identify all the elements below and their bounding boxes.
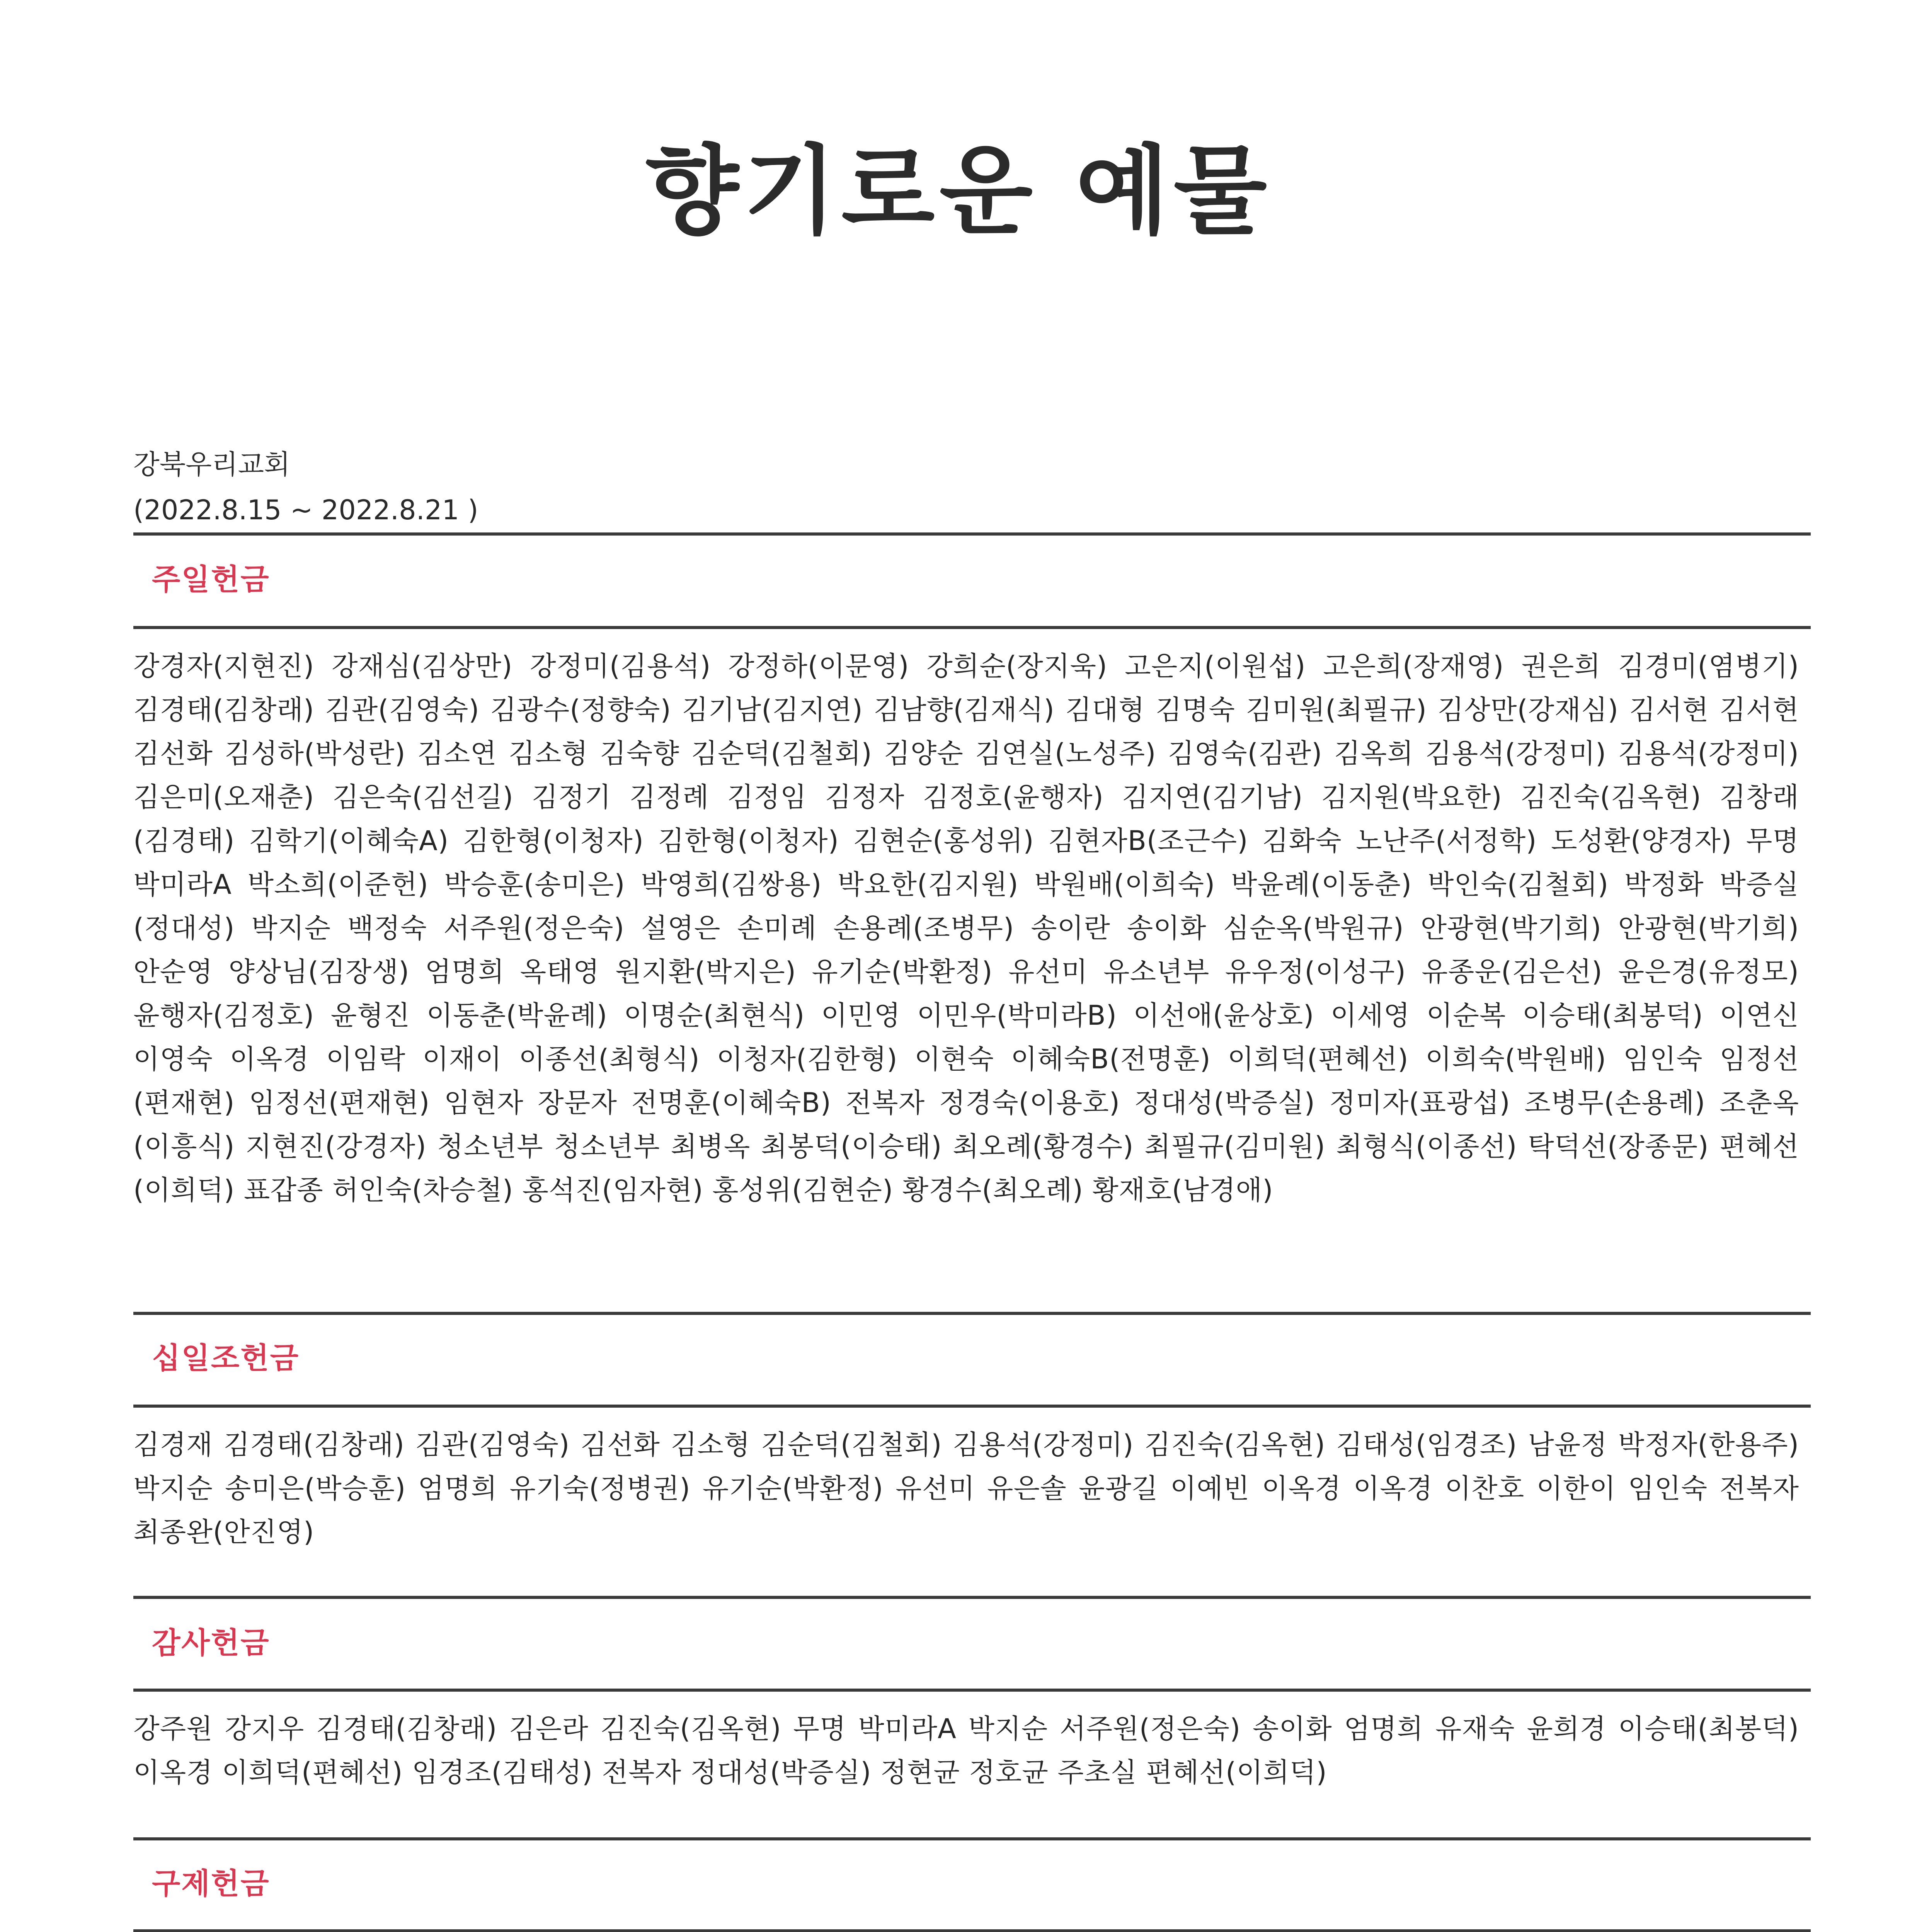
section-divider [133, 1837, 1811, 1840]
section-divider [133, 626, 1811, 629]
section-divider [133, 1689, 1811, 1692]
section-divider [133, 1312, 1811, 1315]
section-names-tithe: 김경재 김경태(김창래) 김관(김영숙) 김선화 김소형 김순덕(김철회) 김용석(강정미) 김진숙(김옥현) 김태성(임경조) 남윤정 박정자(한용주) 박지순 송미은(박승훈) 엄명희 유기숙(정병권) 유기순(박환정) 유선미 유은솔 윤광길 이예빈 이옥경 이옥경 이찬호 이한이 임인숙 전복자 최종완(안진영) [133, 1429, 1799, 1548]
section-title-relief: 구제헌금 [152, 1866, 270, 1901]
section-divider [133, 532, 1811, 536]
section-divider [133, 1405, 1811, 1408]
section-title-thanksgiving: 감사헌금 [152, 1626, 270, 1660]
date-range: (2022.8.15 ~ 2022.8.21 ) [133, 494, 478, 526]
section-divider [133, 1596, 1811, 1599]
section-names-thanksgiving: 강주원 강지우 김경태(김창래) 김은라 김진숙(김옥현) 무명 박미라A 박지순 서주원(정은숙) 송이화 엄명희 유재숙 윤희경 이승태(최봉덕) 이옥경 이희덕(편혜선) 임경조(김태성) 전복자 정대성(박증실) 정현균 정호균 주초실 편혜선(이희덕) [133, 1713, 1799, 1788]
church-name: 강북우리교회 [133, 449, 290, 480]
section-title-sunday-offering: 주일헌금 [152, 562, 270, 597]
page-title: 향기로운 예물 [645, 135, 1272, 247]
section-names-sunday-offering: 강경자(지현진) 강재심(김상만) 강정미(김용석) 강정하(이문영) 강희순(장지욱) 고은지(이원섭) 고은희(장재영) 권은희 김경미(염병기) 김경태(김창래) 김관(김영숙) 김광수(정향숙) 김기남(김지연) 김남향(김재식) 김대형 김명숙 김미원(최필규) 김상만(강재심) 김서현 김서현 김선화 김성하(박성란) 김소연 김소형 김숙향 김순덕(김철회) 김양순 김연실(노성주) 김영숙(김관) 김옥희 김용석(강정미) 김용석(강정미) 김은미(오재춘) 김은숙(김선길) 김정기 김정례 김정임 김정자 김정호(윤행자) 김지연(김기남) 김지원(박요한) 김진숙(김옥현) 김창래(김경태) 김학기(이혜숙A) 김한형(이청자) 김한형(이청자) 김현순(홍성위) 김현자B(조근수) 김화숙 노난주(서정학) 도성환(양경자) 무명 박미라A 박소희(이준헌) 박승훈(송미은) 박영희(김쌍용) 박요한(김지원) 박원배(이희숙) 박윤례(이동춘) 박인숙(김철회) 박정화 박증실(정대성) 박지순 백정숙 서주원(정은숙) 설영은 손미례 손용례(조병무) 송이란 송이화 심순옥(박원규) 안광현(박기희) 안광현(박기희) 안순영 양상님(김장생) 엄명희 옥태영 원지환(박지은) 유기순(박환정) 유선미 유소년부 유우정(이성구) 유종운(김은선) 윤은경(유정모) 윤행자(김정호) 윤형진 이동춘(박윤례) 이명순(최현식) 이민영 이민우(박미라B) 이선애(윤상호) 이세영 이순복 이승태(최봉덕) 이연신 이영숙 이옥경 이임락 이재이 이종선(최형식) 이청자(김한형) 이현숙 이혜숙B(전명훈) 이희덕(편혜선) 이희숙(박원배) 임인숙 임정선(편재현) 임정선(편재현) 임현자 장문자 전명훈(이혜숙B) 전복자 정경숙(이용호) 정대성(박증실) 정미자(표광섭) 조병무(손용례) 조춘옥(이흥식) 지현진(강경자) 청소년부 청소년부 최병옥 최봉덕(이승태) 최오례(황경수) 최필규(김미원) 최형식(이종선) 탁덕선(장종문) 편혜선(이희덕) 표갑종 허인숙(차승철) 홍석진(임자현) 홍성위(김현순) 황경수(최오례) 황재호(남경애) [133, 650, 1799, 1206]
section-title-tithe: 십일조헌금 [152, 1341, 300, 1375]
section-divider [133, 1929, 1811, 1932]
